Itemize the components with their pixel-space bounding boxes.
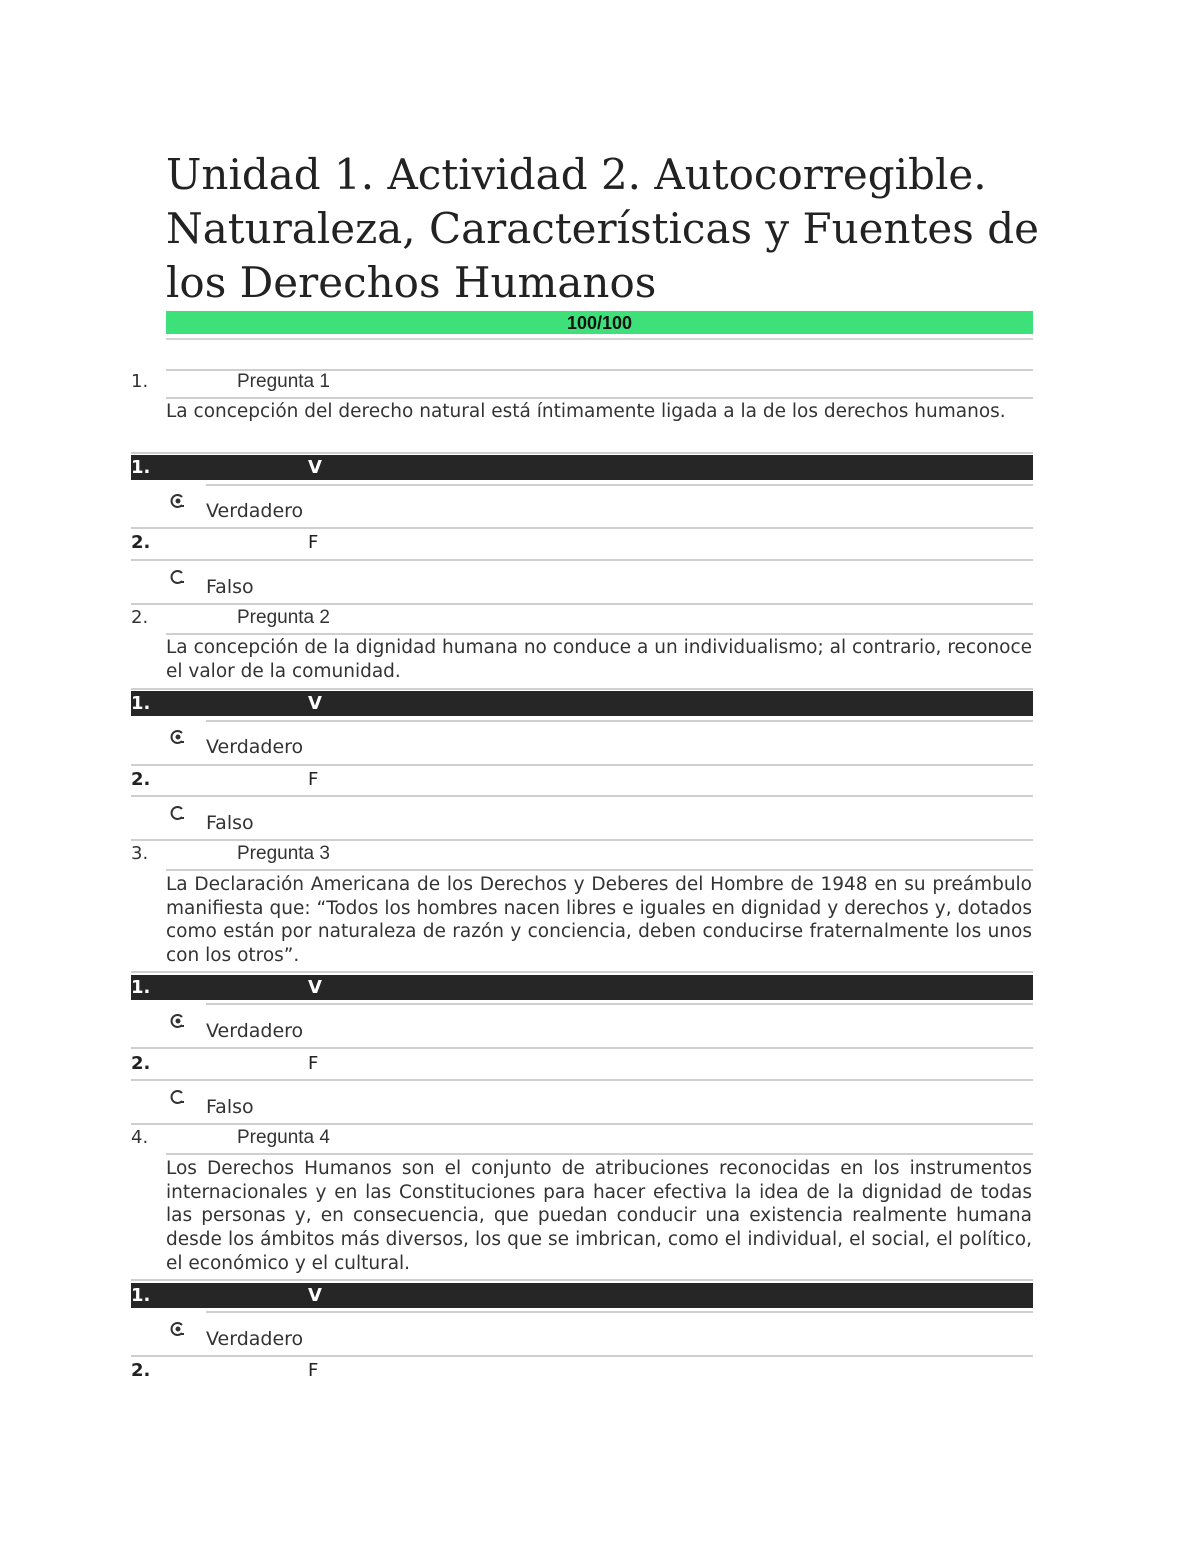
question-text: La Declaración Americana de los Derechos y Deberes del Hombre de 1948 en su preámbulo manifiesta que: “Todos los hombres nacen libres e iguales en dignidad y derechos y, dotados como están por naturaleza de razón y conciencia, deben conducirse fraternalmente los unos con los otros”. [166, 874, 1032, 967]
divider [131, 1279, 1033, 1281]
question-text: Los Derechos Humanos son el conjunto de atribuciones reconocidas en los instrumentos internacionales y en las Constituciones para hacer efectiva la idea de la dignidad de todas las personas y, en consecuencia, que puedan conducir una existencia realmente humana desde los ámbitos más diversos, los que se imbrican, como el individual, el social, el político, el económico y el cultural. [166, 1158, 1032, 1274]
answer-label: Verdadero [206, 1328, 304, 1350]
divider [131, 559, 1033, 561]
option-row-selected[interactable] [131, 975, 1033, 1000]
divider [131, 839, 1033, 841]
option-number: 1. [131, 693, 151, 714]
page-title: Unidad 1. Actividad 2. Autocorregible. Naturaleza, Características y Fuentes de los Derechos Humanos [166, 150, 1039, 307]
divider [131, 764, 1033, 766]
question-label: Pregunta 4 [237, 1127, 330, 1148]
score-bar: 100/100 [166, 311, 1033, 334]
option-row[interactable] [131, 1358, 1033, 1383]
option-row-selected[interactable] [131, 1283, 1033, 1308]
divider [131, 795, 1033, 797]
divider [131, 1355, 1033, 1357]
option-letter: F [308, 1360, 319, 1381]
question-number: 1. [131, 371, 149, 392]
divider [131, 1047, 1033, 1049]
divider [206, 720, 1033, 722]
divider [166, 397, 1033, 399]
question-label: Pregunta 3 [237, 843, 330, 864]
answer-label: Falso [206, 576, 254, 598]
option-number: 1. [131, 977, 151, 998]
option-number: 2. [131, 1053, 151, 1074]
option-letter: V [308, 457, 322, 478]
option-row-selected[interactable] [131, 455, 1033, 480]
answer-label: Falso [206, 1096, 254, 1118]
option-number: 1. [131, 1285, 151, 1306]
question-label: Pregunta 2 [237, 607, 330, 628]
radio-unselected-icon[interactable] [169, 568, 187, 586]
question-number: 3. [131, 843, 149, 864]
question-text: La concepción del derecho natural está íntimamente ligada a la de los derechos humanos. [166, 401, 1006, 422]
answer-label: Verdadero [206, 1020, 304, 1042]
radio-selected-icon[interactable] [169, 492, 187, 510]
divider [206, 1311, 1033, 1313]
option-letter: F [308, 1053, 319, 1074]
option-row[interactable] [131, 767, 1033, 792]
question-text: La concepción de la dignidad humana no conduce a un individualismo; al contrario, reconoce el valor de la comunidad. [166, 637, 1032, 682]
divider [166, 338, 1033, 340]
question-number: 2. [131, 607, 149, 628]
option-row[interactable] [131, 530, 1033, 555]
option-letter: V [308, 977, 322, 998]
divider [166, 633, 1033, 635]
radio-selected-icon[interactable] [169, 1320, 187, 1338]
question-number: 4. [131, 1127, 149, 1148]
answer-label: Falso [206, 812, 254, 834]
radio-unselected-icon[interactable] [169, 1088, 187, 1106]
divider [131, 603, 1033, 605]
divider [166, 1153, 1033, 1155]
option-letter: V [308, 693, 322, 714]
divider [206, 484, 1033, 486]
question-label: Pregunta 1 [237, 371, 330, 392]
option-letter: F [308, 532, 319, 553]
answer-label: Verdadero [206, 500, 304, 522]
option-letter: F [308, 769, 319, 790]
radio-selected-icon[interactable] [169, 1012, 187, 1030]
option-number: 2. [131, 769, 151, 790]
option-number: 2. [131, 1360, 151, 1381]
option-letter: V [308, 1285, 322, 1306]
divider [206, 1003, 1033, 1005]
divider [131, 527, 1033, 529]
divider [166, 869, 1033, 871]
option-number: 2. [131, 532, 151, 553]
option-row[interactable] [131, 1051, 1033, 1076]
divider [131, 1079, 1033, 1081]
divider [131, 1123, 1033, 1125]
option-row-selected[interactable] [131, 691, 1033, 716]
radio-unselected-icon[interactable] [169, 804, 187, 822]
option-number: 1. [131, 457, 151, 478]
divider [131, 688, 1033, 690]
divider [131, 971, 1033, 973]
radio-selected-icon[interactable] [169, 728, 187, 746]
divider [131, 452, 1033, 454]
answer-label: Verdadero [206, 736, 304, 758]
